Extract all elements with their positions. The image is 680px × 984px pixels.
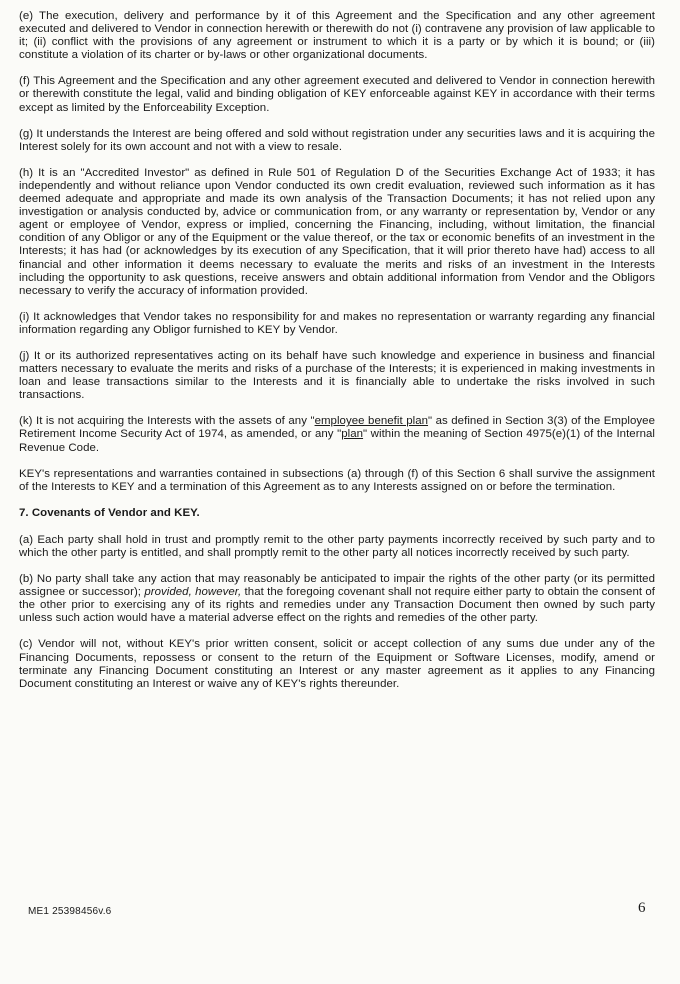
paragraph-e: (e) The execution, delivery and performance by it of this Agreement and the Specification and any other agreement executed and delivered to Vendor in connection herewith or therewith do not (i) contravene any provision of law applicable to it; (ii) conflict with the provisions of any agreement or instrument to which it is a party or by which it is bound; or (iii) constitute a violation of its charter or by-laws or other organizational documents. [19,10,655,62]
employee-benefit-plan-term: employee benefit plan [314,415,429,428]
survival-paragraph: KEY's representations and warranties contained in subsections (a) through (f) of this Section 6 shall survive the assignment of the Interests to KEY and a termination of this Agreement as to any Interests assigned on or before the termination. [19,467,655,493]
paragraph-h: (h) It is an "Accredited Investor" as defined in Rule 501 of Regulation D of the Securities Exchange Act of 1933; it has independently and without reliance upon Vendor conducted its own credit evaluation, reviewed such information as it has deemed adequate and appropriate and made its own analysis of the Transaction Documents; it has not relied upon any investigation or analysis conducted by, advice or communication from, or any warranty or representation by, Vendor or any agent or employee of Vendor, express or implied, concerning the Financing, including, without limitation, the financial condition of any Obligor or any of the Equipment or the value thereof, or the tax or economic benefits of an investment in the Interests; it has had (or acknowledges by its execution of any Specification, that it will prior thereto have had) access to all financial and other information it deems necessary to evaluate the merits and risks of an investment in the Interests including the opportunity to ask questions, receive answers and obtain additional information from Vendor and the Obligors necessary to verify the accuracy of information provided. [19,166,655,297]
proviso-italic: provided, however, [144,586,242,599]
paragraph-f: (f) This Agreement and the Specification and any other agreement executed and delivered to Vendor in connection herewith or therewith constitute the legal, valid and binding obligation of KEY enforceable against KEY in accordance with their terms except as limited by the Enforceability Exception. [19,75,655,114]
paragraph-i: (i) It acknowledges that Vendor takes no responsibility for and makes no representation or warranty regarding any financial information regarding any Obligor furnished to KEY by Vendor. [19,310,655,336]
page-number: 6 [638,900,646,916]
paragraph-k [19,415,655,454]
paragraph-k-text-1: (k) It is not acquiring the Interests with the assets of any " [19,415,315,428]
paragraph-g: (g) It understands the Interest are being offered and sold without registration under any securities laws and it is acquiring the Interest solely for its own account and not with a view to resale. [19,127,655,153]
paragraph-j: (j) It or its authorized representatives acting on its behalf have such knowledge and experience in business and financial matters necessary to evaluate the merits and risks of a purchase of the Interests; it is experienced in making investments in loan and lease transactions similar to the Interests and it is financially able to undertake the risks involved in such transactions. [19,349,655,402]
section-7-b-text-2: that the foregoing covenant shall not require either party to obtain the consent of the other prior to exercising any of its rights and remedies under any Transaction Document then owned by such party unless such action would have a material adverse effect on the rights and remedies of the other party. [19,586,656,625]
plan-term: plan [341,428,364,441]
section-7-paragraph-a: (a) Each party shall hold in trust and promptly remit to the other party payments incorrectly received by such party and to which the other party is entitled, and shall promptly remit to the other party all notices incorrectly received by such party. [19,533,655,559]
section-7-paragraph-b [19,573,655,625]
document-id: ME1 25398456v.6 [28,906,112,917]
section-7-paragraph-c: (c) Vendor will not, without KEY's prior written consent, solicit or accept collection of any sums due under any of the Financing Documents, repossess or consent to the return of the Equipment or Software Licenses, modify, amend or terminate any Financing Document constituting an Interest or any master agreement as it applies to any Financing Document constituting an Interest or waive any of KEY's rights thereunder. [19,638,655,690]
section-7-heading: 7. Covenants of Vendor and KEY. [19,506,200,519]
document-body [19,10,655,704]
paragraph-k-text-2: " as defined in Section 3(3) of the Employee Retirement Income Security Act of 1974, as amended, or any " [19,415,655,441]
paragraph-k-text-3: " within the meaning of Section 4975(e)(1) of the Internal Revenue Code. [19,428,655,454]
section-7-b-text-1: (b) No party shall take any action that may reasonably be anticipated to impair the rights of the other party (or its permitted assignee or successor); [19,573,655,599]
